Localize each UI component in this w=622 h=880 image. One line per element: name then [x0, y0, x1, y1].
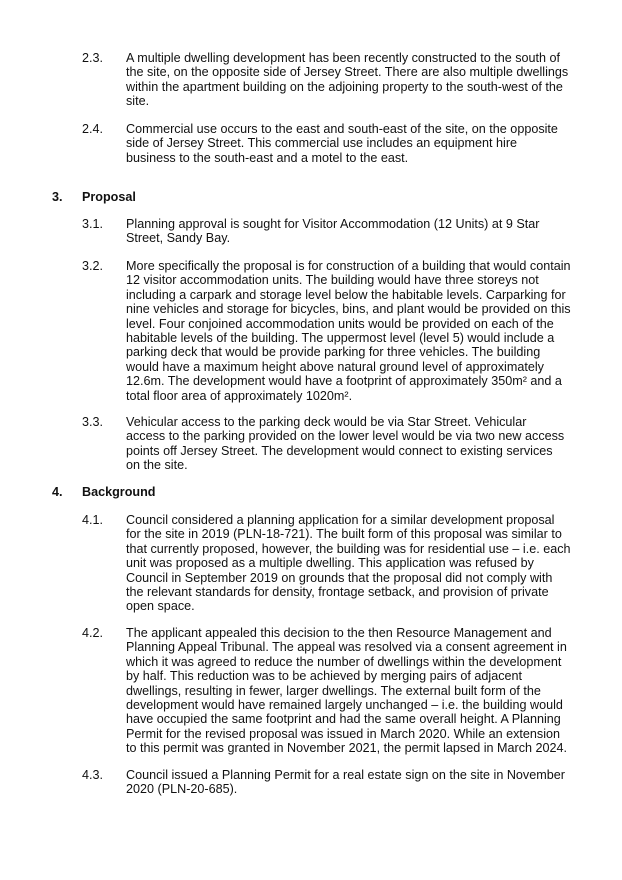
section-number: 3. [52, 190, 63, 204]
section-title: Proposal [82, 190, 136, 204]
text-line: 12 visitor accommodation units. The building would have three storeys not [126, 273, 539, 288]
text-line: business to the south-east and a motel to the east. [126, 150, 409, 165]
paragraph-text [126, 217, 578, 246]
text-line: parking deck that would be provide parking for three vehicles. The building [126, 345, 541, 360]
section-title: Background [82, 485, 156, 499]
paragraph-number: 4.2. [82, 626, 104, 640]
text-line: side of Jersey Street. This commercial use includes an equipment hire [126, 136, 518, 151]
paragraph-text [126, 513, 578, 614]
text-line: Council issued a Planning Permit for a real estate sign on the site in November [126, 768, 565, 782]
paragraph-number: 3.2. [82, 259, 104, 273]
text-line: nine vehicles and storage for bicycles, bins, and plant would be provided on this [126, 302, 571, 317]
paragraph-number: 4.1. [82, 513, 104, 527]
text-line: More specifically the proposal is for construction of a building that would contain [126, 259, 571, 273]
text-line: Council in September 2019 on grounds that the proposal did not comply with [126, 570, 553, 585]
text-line: Commercial use occurs to the east and south-east of the site, on the opposite [126, 122, 558, 136]
text-line: would have a maximum height above natural ground level of approximately [126, 359, 544, 374]
text-line: that currently proposed, however, the building was for residential use – i.e. each [126, 541, 571, 556]
text-line: the site, on the opposite side of Jersey Street. There are also multiple dwellings [126, 65, 569, 80]
text-line: A multiple dwelling development has been recently constructed to the south of [126, 51, 561, 65]
text-line: by half. This reduction was to be achieved by merging pairs of adjacent [126, 669, 522, 684]
paragraph-text [126, 626, 578, 756]
text-line: Street, Sandy Bay. [126, 231, 231, 246]
text-line: Vehicular access to the parking deck would be via Star Street. Vehicular [126, 415, 527, 429]
text-line: Permit for the revised proposal was issued in March 2020. While an extension [126, 726, 560, 741]
text-line: Planning approval is sought for Visitor Accommodation (12 Units) at 9 Star [126, 217, 540, 231]
paragraph-number: 2.3. [82, 51, 104, 65]
text-line: site. [126, 94, 150, 109]
section-number: 4. [52, 485, 63, 499]
text-line: have occupied the same footprint and had the same overall height. A Planning [126, 712, 561, 727]
text-line: 12.6m. The development would have a footprint of approximately 350m² and a [126, 374, 562, 389]
text-line: Planning Appeal Tribunal. The appeal was resolved via a consent agreement in [126, 640, 567, 655]
paragraph-text [126, 415, 578, 473]
text-line: which it was agreed to reduce the number of dwellings within the development [126, 654, 562, 669]
text-line: The applicant appealed this decision to the then Resource Management and [126, 626, 552, 640]
text-line: including a carpark and storage level below the habitable levels. Carparking for [126, 287, 566, 302]
text-line: Council considered a planning application for a similar development proposal [126, 513, 555, 527]
text-line: dwellings, resulting in fewer, larger dwellings. The external built form of the [126, 683, 541, 698]
text-line: the relevant standards for density, frontage setback, and provision of private [126, 585, 549, 600]
paragraph-text [126, 122, 578, 165]
text-line: to this permit was granted in November 2021, the permit lapsed in March 2024. [126, 741, 568, 756]
paragraph-text [126, 768, 578, 797]
paragraph-text [126, 51, 578, 109]
text-line: points off Jersey Street. The development would connect to existing services [126, 443, 553, 458]
text-line: access to the parking provided on the lower level would be via two new access [126, 429, 565, 444]
paragraph-number: 3.3. [82, 415, 104, 429]
text-line: on the site. [126, 458, 188, 473]
paragraph-number: 4.3. [82, 768, 104, 782]
paragraph-text [126, 259, 578, 403]
text-line: for the site in 2019 (PLN-18-721). The built form of this proposal was similar to [126, 527, 562, 542]
text-line: open space. [126, 599, 195, 614]
paragraph-number: 2.4. [82, 122, 104, 136]
text-line: within the apartment building on the adjoining property to the south-west of the [126, 79, 563, 94]
text-line: level. Four conjoined accommodation units would be provided on each of the [126, 316, 554, 331]
text-line: unit was proposed as a multiple dwelling. This application was refused by [126, 556, 534, 571]
paragraph-number: 3.1. [82, 217, 104, 231]
text-line: 2020 (PLN-20-685). [126, 782, 238, 797]
text-line: development would have remained largely unchanged – i.e. the building would [126, 698, 563, 713]
text-line: habitable levels of the building. The uppermost level (level 5) would include a [126, 331, 555, 346]
text-line: total floor area of approximately 1020m². [126, 388, 353, 403]
